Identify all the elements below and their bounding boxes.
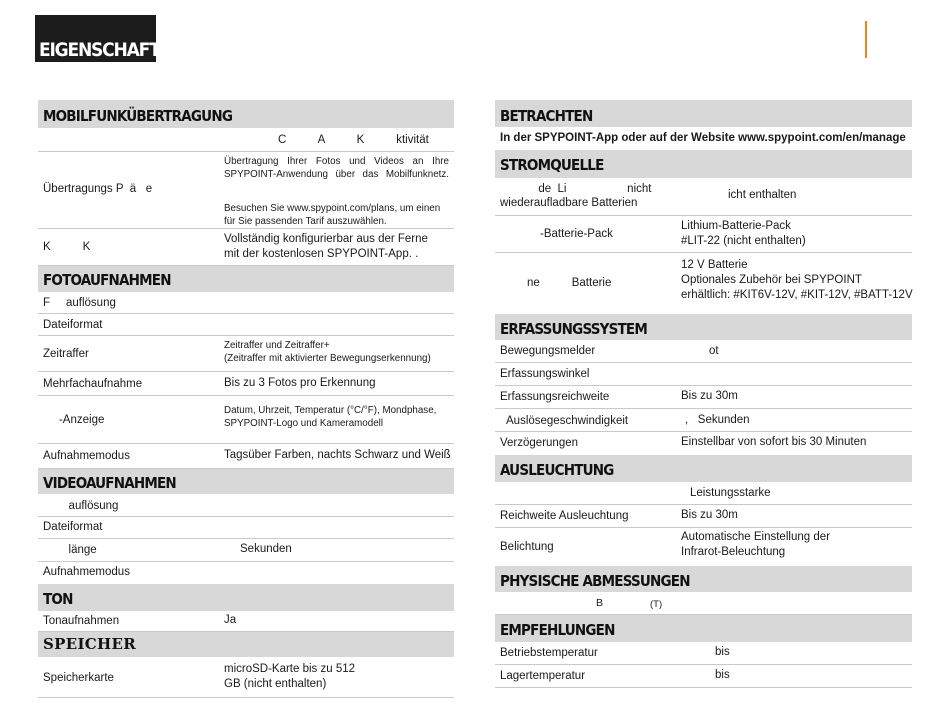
cell-label: Dateiformat bbox=[43, 521, 103, 533]
table-row bbox=[495, 178, 912, 216]
cell-label: -Anzeige bbox=[43, 414, 105, 426]
section-ton: TON bbox=[38, 584, 454, 611]
cell-value: microSD-Karte bis zu 512 GB (nicht enthalten) bbox=[224, 663, 356, 690]
cell-label: Aufnahmemodus bbox=[43, 566, 130, 578]
cell-label: Betriebstemperatur bbox=[500, 647, 598, 659]
cell-label: Auslösegeschwindigkeit bbox=[506, 415, 629, 427]
cell-label: K K bbox=[43, 241, 91, 253]
table-row bbox=[495, 432, 912, 455]
table-row bbox=[38, 336, 454, 372]
cell-label: Verzögerungen bbox=[500, 437, 579, 449]
table-row bbox=[38, 562, 454, 584]
cell-value: bis bbox=[715, 646, 730, 658]
section-empfehlungen: EMPFEHLUNGEN bbox=[495, 615, 912, 642]
table-row bbox=[495, 665, 912, 688]
table-row bbox=[38, 152, 454, 230]
section-foto: FOTOAUFNAHMEN bbox=[38, 266, 454, 292]
cell-label: auflösung bbox=[43, 500, 119, 512]
cell-value: Einstellbar von sofort bis 30 Minuten bbox=[681, 436, 867, 448]
cell-label: Übertragungs P ä e bbox=[43, 183, 153, 195]
cell-value: 12 V Batterie Optionales Zubehör bei SPYPOINT erhältlich: #KIT6V-12V, #KIT-12V, #BATT-12V bbox=[681, 259, 913, 301]
section-strom: STROMQUELLE bbox=[495, 150, 912, 178]
cell-value: bis bbox=[715, 669, 730, 681]
cell-label: Speicherkarte bbox=[43, 672, 114, 684]
table-row bbox=[495, 340, 912, 363]
cell-label: Tonaufnahmen bbox=[43, 615, 120, 627]
table-row bbox=[495, 127, 912, 150]
table-row bbox=[38, 611, 454, 632]
table-row bbox=[38, 314, 454, 336]
table-row bbox=[495, 592, 912, 615]
cell-label: Erfassungsreichweite bbox=[500, 391, 610, 403]
cell-value: Übertragung Ihrer Fotos und Videos an Ihre SPYPOINT-Anwendung über das Mobilfunknetz. bbox=[224, 156, 449, 180]
section-ausleuchtung: AUSLEUCHTUNG bbox=[495, 455, 912, 482]
left-column bbox=[38, 0, 454, 721]
cell-value: Sekunden bbox=[240, 543, 292, 555]
right-column bbox=[495, 0, 912, 721]
cell-value: Lithium-Batterie-Pack #LIT-22 (nicht enthalten) bbox=[681, 220, 806, 247]
table-row bbox=[495, 482, 912, 505]
cell-value: Besuchen Sie www.spypoint.com/plans, um einen für Sie passenden Tarif auszuwählen. bbox=[224, 203, 441, 227]
table-row bbox=[495, 528, 912, 566]
section-speicher: SPEICHER bbox=[38, 632, 454, 657]
table-row bbox=[38, 494, 454, 517]
table-row bbox=[495, 216, 912, 253]
cell-label: -Batterie-Pack bbox=[540, 228, 613, 240]
cell-value: C A K ktivität bbox=[278, 134, 429, 146]
cell-label: Zeitraffer bbox=[43, 348, 89, 360]
cell-label: de Li nicht wiederaufladbare Batterien bbox=[500, 183, 652, 209]
cell-value: Bis zu 30m bbox=[681, 509, 738, 521]
table-row bbox=[38, 372, 454, 396]
table-row bbox=[38, 292, 454, 314]
cell-value: Bis zu 3 Fotos pro Erkennung bbox=[224, 377, 376, 389]
cell-label: Dateiformat bbox=[43, 319, 103, 331]
table-row bbox=[38, 657, 454, 698]
cell-value: Ja bbox=[224, 614, 237, 626]
cell-label: Belichtung bbox=[500, 541, 554, 553]
cell-label: länge bbox=[43, 544, 97, 556]
table-row bbox=[495, 409, 912, 432]
section-abmessungen: PHYSISCHE ABMESSUNGEN bbox=[495, 566, 912, 592]
table-row bbox=[495, 363, 912, 386]
cell-value: Zeitraffer und Zeitraffer+ (Zeitraffer mit aktivierter Bewegungserkennung) bbox=[224, 340, 431, 364]
cell-label: Bewegungsmelder bbox=[500, 345, 596, 357]
dimension-b: B bbox=[596, 597, 604, 609]
dimension-t: (T) bbox=[650, 599, 663, 610]
table-row bbox=[495, 642, 912, 665]
table-row bbox=[38, 228, 454, 266]
cell-label: F auflösung bbox=[43, 297, 116, 309]
table-row bbox=[38, 128, 454, 152]
cell-value: Leistungsstarke bbox=[690, 487, 771, 499]
cell-value: Vollständig konfigurierbar aus der Ferne mit der kostenlosen SPYPOINT-App. . bbox=[224, 233, 428, 260]
cell-label: Lagertemperatur bbox=[500, 670, 586, 682]
cell-value: Datum, Uhrzeit, Temperatur (°C/°F), Mondphase, SPYPOINT-Logo und Kameramodell bbox=[224, 405, 437, 429]
page-title: EIGENSCHAFTEN bbox=[35, 15, 156, 62]
cell-label: Reichweite Ausleuchtung bbox=[500, 510, 629, 522]
cell-label: Erfassungswinkel bbox=[500, 368, 590, 380]
table-row bbox=[38, 444, 454, 469]
section-mobilfunk: MOBILFUNKÜBERTRAGUNG bbox=[38, 100, 454, 128]
section-betrachten: BETRACHTEN bbox=[495, 100, 912, 127]
table-row bbox=[38, 539, 454, 562]
cell-label: Aufnahmemodus bbox=[43, 450, 130, 462]
cell-label: Mehrfachaufnahme bbox=[43, 378, 143, 390]
table-row bbox=[495, 505, 912, 528]
cell-label: ne Batterie bbox=[527, 277, 612, 289]
cell-value: Bis zu 30m bbox=[681, 390, 738, 402]
view-text: In der SPYPOINT-App oder auf der Website www.spypoint.com/en/manage bbox=[500, 132, 906, 144]
cell-value: Automatische Einstellung der Infrarot-Beleuchtung bbox=[681, 531, 830, 558]
cell-value: icht enthalten bbox=[728, 189, 797, 201]
table-row bbox=[495, 253, 912, 314]
table-row bbox=[38, 396, 454, 444]
cell-value: ot bbox=[709, 345, 719, 357]
table-row bbox=[495, 386, 912, 409]
cell-value: Tagsüber Farben, nachts Schwarz und Weiß bbox=[224, 449, 451, 461]
cell-value: , Sekunden bbox=[685, 414, 750, 426]
table-row bbox=[38, 517, 454, 539]
section-erfassung: ERFASSUNGSSYSTEM bbox=[495, 314, 912, 340]
section-video: VIDEOAUFNAHMEN bbox=[38, 469, 454, 494]
